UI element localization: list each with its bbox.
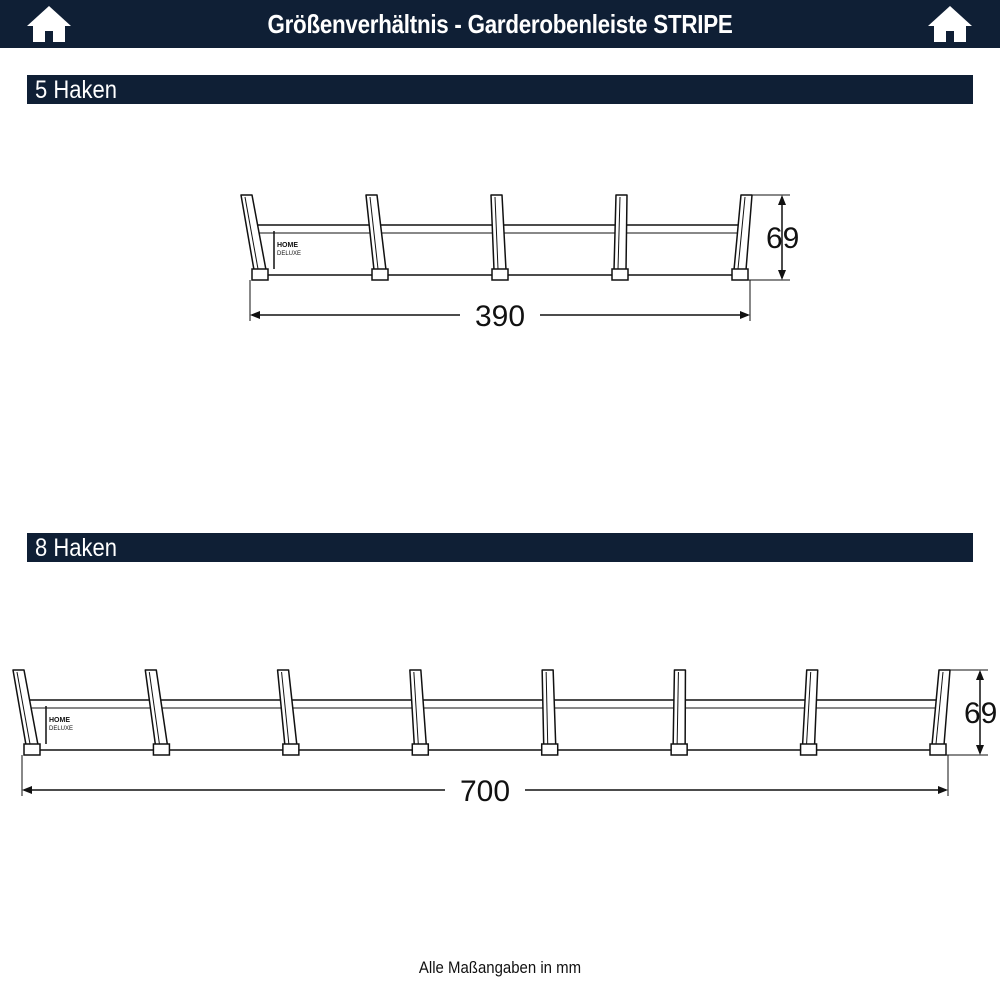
section-label: 8 Haken (35, 534, 117, 562)
arrow-head (250, 311, 260, 319)
hook-foot (612, 269, 628, 280)
hook-blade (673, 670, 685, 745)
hook-foot (24, 744, 40, 755)
section-header-5-hooks (27, 75, 973, 104)
hook (241, 195, 268, 280)
hook-blade (614, 195, 627, 270)
hook (366, 195, 388, 280)
section-label: 5 Haken (35, 76, 117, 104)
rack-drawing-5-hooks (0, 180, 1000, 340)
hook (491, 195, 508, 280)
arrow-head (976, 670, 984, 680)
hook (671, 670, 687, 755)
width-dimension-label: 700 (459, 775, 511, 808)
hook (145, 670, 169, 755)
logo-text-home: HOME (277, 242, 298, 249)
page-title: Größenverhältnis - Garderobenleiste STRIPE (267, 9, 733, 39)
arrow-head (976, 745, 984, 755)
arrow-head (778, 195, 786, 205)
home-icon[interactable] (926, 4, 974, 44)
hook-foot (930, 744, 946, 755)
home-icon[interactable] (25, 4, 73, 44)
logo-text-deluxe: DELUXE (49, 726, 74, 732)
rack-body (241, 195, 752, 280)
arrow-head (778, 270, 786, 280)
hook-foot (671, 744, 687, 755)
hook-foot (492, 269, 508, 280)
width-dimension-label: 390 (474, 300, 526, 333)
logo-text-deluxe: DELUXE (277, 251, 302, 257)
hook-foot (153, 744, 169, 755)
height-dimension-label: 69 (964, 697, 998, 730)
logo-text-home: HOME (49, 717, 70, 724)
hook-foot (372, 269, 388, 280)
arrow-head (22, 786, 32, 794)
arrow-head (938, 786, 948, 794)
hook-foot (412, 744, 428, 755)
hook (732, 195, 752, 280)
units-note: Alle Maßangaben in mm (418, 958, 582, 977)
hook-foot (801, 744, 817, 755)
section-header-8-hooks (27, 533, 973, 562)
hook (801, 670, 818, 755)
hook-foot (252, 269, 268, 280)
rack-body (13, 670, 950, 755)
hook-blade (542, 670, 556, 745)
hook (13, 670, 40, 755)
hook (612, 195, 628, 280)
hook (410, 670, 428, 755)
hook-blade (491, 195, 506, 270)
rack-drawing-8-hooks (0, 655, 1000, 815)
hook-foot (732, 269, 748, 280)
hook (542, 670, 558, 755)
arrow-head (740, 311, 750, 319)
hook-foot (542, 744, 558, 755)
hook-foot (283, 744, 299, 755)
hook (278, 670, 299, 755)
header-bar (0, 0, 1000, 48)
height-dimension-label: 69 (766, 222, 800, 255)
hook (930, 670, 950, 755)
